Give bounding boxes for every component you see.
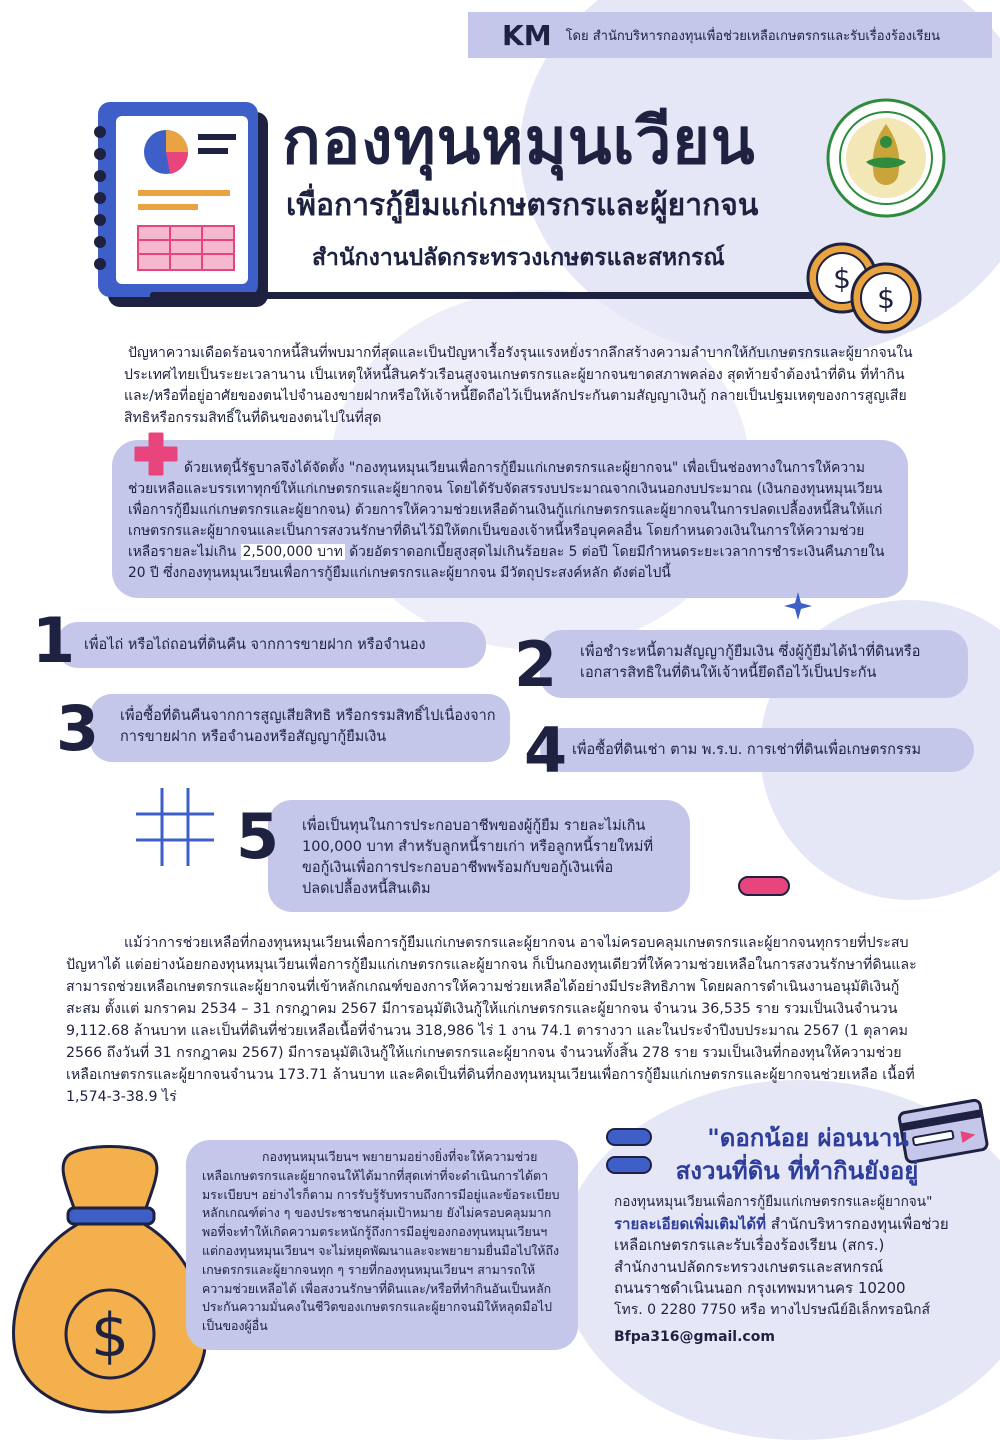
objective-1-box [56,622,486,668]
km-header-bar [468,12,992,58]
objective-3-number: 3 [56,692,100,765]
objective-4-text: เพื่อซื้อที่ดินเช่า ตาม พ.ร.บ. การเช่าที่ดินเพื่อเกษตรกรรม [572,742,922,758]
fund-name-line: กองทุนหมุนเวียนเพื่อการกู้ยืมแก่เกษตรกรและผู้ยากจน" [614,1194,933,1210]
slogan-line-2: สงวนที่ดิน ที่ทำกินยังอยู่ [675,1157,919,1185]
svg-text:$: $ [90,1301,130,1371]
email-link[interactable]: Bfpa316@gmail.com [614,1329,775,1345]
objective-4-number: 4 [524,714,568,787]
svg-text:$: $ [877,282,895,315]
objective-3-text: เพื่อซื้อที่ดินคืนจากการสูญเสียสิทธิ หรือกรรมสิทธิ์ไปเนื่องจากการขายฝาก หรือจำนองหรือสัญญากู้ยืมเงิน [120,708,496,745]
slogan-pill-top [606,1128,652,1146]
objective-1-number: 1 [32,604,76,677]
plus-cross-icon [134,432,178,480]
objective-4-box [540,728,974,772]
svg-text:$: $ [833,262,851,295]
sparkle-icon [784,592,812,624]
money-bag-icon [6,1144,214,1418]
more-info-label: รายละเอียดเพิ่มเติมได้ที่ [614,1214,767,1233]
establishment-box [112,440,908,598]
establishment-text-before: ด้วยเหตุนี้รัฐบาลจึงได้จัดตั้ง "กองทุนหมุนเวียนเพื่อการกู้ยืมแก่เกษตรกรและผู้ยากจน" เพื่อเป็นช่องทางในการให้ความช่วยเหลือและบรรเทาทุกข์ให้แก่เกษตรกรและผู้ยากจน โดยได้รับจัดสรรงบประมาณจากเงินนอกงบประมาณ (เงินกองทุนหมุนเวียนเพื่อการกู้ยืมแก่เกษตรกรและผู้ยากจน) ด้วยการให้ความช่วยเหลือด้านเงินกู้แก่เกษตรกรและผู้ยากจนในการปลดเปลื้องหนี้สินให้แก่เกษตรกรและผู้ยากจนและเป็นการสงวนรักษาที่ดินไว้มิให้ตกเป็นของเจ้าหนี้หรือบุคคลอื่น โดยกำหนดวงเงินในการให้ความช่วยเหลือรายละไม่เกิน [128,460,883,560]
slogan-line-1: "ดอกน้อย ผ่อนนาน [707,1124,909,1152]
effort-box [186,1140,578,1350]
establishment-text-after: ด้วยอัตราดอกเบี้ยสูงสุดไม่เกินร้อยละ 5 ต่อปี โดยมีกำหนดระยะเวลาการชำระเงินคืนภายใน 20 ปี ซึ่งกองทุนหมุนเวียนเพื่อการกู้ยืมแก่เกษตรกรและผู้ยากจน มีวัตถุประสงค์หลัก ดังต่อไปนี้ [128,544,885,581]
page-title: กองทุนหมุนเวียน [282,105,756,179]
objective-2-box [540,630,968,698]
objective-2-number: 2 [514,628,558,701]
objective-5-text: เพื่อเป็นทุนในการประกอบอาชีพของผู้กู้ยืม รายละไม่เกิน 100,000 บาท สำหรับลูกหนี้รายเก่า หรือลูกหนี้รายใหม่ที่ขอกู้เงินเพื่อการประกอบอาชีพพร้อมกับขอกู้เงินเพื่อปลดเปลื้องหนี้สินเดิม [302,818,654,897]
page-subtitle: เพื่อการกู้ยืมแก่เกษตรกรและผู้ยากจน [286,188,759,223]
ministry-seal-icon [826,98,946,222]
contact-block [614,1192,974,1349]
results-paragraph: แม้ว่าการช่วยเหลือที่กองทุนหมุนเวียนเพื่อการกู้ยืมแก่เกษตรกรและผู้ยากจน อาจไม่ครอบคลุมเกษตรกรและผู้ยากจนทุกรายที่ประสบปัญหาได้ แต่อย่างน้อยกองทุนหมุนเวียนเพื่อการกู้ยืมแก่เกษตรกรและผู้ยากจน ก็เป็นกองทุนเดียวที่ให้ความช่วยเหลือในการสงวนรักษาที่ดินและสามารถช่วยเหลือเกษตรกรและผู้ยากจนที่เข้าหลักเกณฑ์ของการให้ความช่วยเหลือได้อย่างมีประสิทธิภาพ โดยผลการดำเนินงานอนุมัติเงินกู้สะสม ตั้งแต่ มกราคม 2534 – 31 กรกฎาคม 2567 มีการอนุมัติเงินกู้ให้แก่เกษตรกรและผู้ยากจน จำนวน 36,535 ราย รวมเป็นเงินจำนวน 9,112.68 ล้านบาท และเป็นที่ดินที่ช่วยเหลือเนื้อที่จำนวน 318,986 ไร่ 1 งาน 74.1 ตารางวา และในประจำปีงบประมาณ 2567 (1 ตุลาคม 2566 ถึงวันที่ 31 กรกฎาคม 2567) มีการอนุมัติเงินกู้ให้แก่เกษตรกรและผู้ยากจน จำนวนทั้งสิ้น 278 ราย รวมเป็นเงินที่กองทุนให้ความช่วยเหลือเกษตรกรและผู้ยากจนจำนวน 173.71 ล้านบาท และคิดเป็นที่ดินที่กองทุนหมุนเวียนเพื่อการกู้ยืมแก่เกษตรกรและผู้ยากจนช่วยเหลือ เนื้อที่ 1,574-3-38.9 ไร่ [66,935,917,1105]
office-name: สำนักบริหารกองทุนเพื่อช่วยเหลือเกษตรกรและรับเรื่องร้องเรียน (สกร.) [614,1214,949,1254]
contact-details [614,1214,974,1257]
slogan [660,1122,956,1188]
effort-text: กองทุนหมุนเวียนฯ พยายามอย่างยิ่งที่จะให้ความช่วยเหลือเกษตรกรและผู้ยากจนให้ได้มากที่สุดเท่าที่จะดำเนินการได้ตามระเบียบฯ อย่างไรก็ตาม การรับรู้รับทราบถึงการมีอยู่และข้อระเบียบหลักเกณฑ์ต่าง ๆ ของประชาชนกลุ่มเป้าหมาย ยังไม่ครอบคลุมมากพอที่จะทำให้เกิดความตระหนักรู้ถึงการมีอยู่ของกองทุนหมุนเวียนฯ แต่กองทุนหมุนเวียนฯ จะไม่หยุดพัฒนาและจะพยายามยื่นมือไปให้ถึงเกษตรกรและผู้ยากจนทุก ๆ รายที่กองทุนหมุนเวียนฯ สามารถให้ความช่วยเหลือได้ เพื่อสงวนรักษาที่ดินและ/หรือที่ทำกินอันเป็นหลักประกันความมั่นคงในชีวิตของเกษตรกรและผู้ยากจนมิให้หลุดมือไปเป็นของผู้อื่น [202,1149,560,1334]
objective-5-number: 5 [236,800,280,873]
phone-line: โทร. 0 2280 7750 หรือ ทางไปรษณีย์อิเล็กทรอนิกส์ [614,1301,931,1318]
clipboard-report-icon [70,92,280,316]
establishment-text [128,458,890,584]
hash-grid-icon [136,788,214,870]
header-by-text: โดย สำนักบริหารกองทุนเพื่อช่วยเหลือเกษตรกรและรับเรื่องร้องเรียน [565,28,941,44]
pink-pill-decoration [738,876,790,896]
objective-2-text: เพื่อชำระหนี้ตามสัญญากู้ยืมเงิน ซึ่งผู้กู้ยืมได้นำที่ดินหรือเอกสารสิทธิในที่ดินให้เจ้าหนี้ยึดถือไว้เป็นประกัน [580,644,921,681]
objective-1-text: เพื่อไถ่ หรือไถ่ถอนที่ดินคืน จากการขายฝาก หรือจำนอง [84,637,426,653]
km-label: KM [502,18,552,52]
address-line: ถนนราชดำเนินนอก กรุงเทพมหานคร 10200 [614,1279,906,1297]
agency-name: สำนักงานปลัดกระทรวงเกษตรและสหกรณ์ [312,245,725,271]
objective-5-box [268,800,690,912]
loan-amount-highlight: 2,500,000 บาท [242,544,343,560]
intro-paragraph: ปัญหาความเดือดร้อนจากหนี้สินที่พบมากที่สุดและเป็นปัญหาเรื้อรังรุนแรงหยั่งรากลึกสร้างความลำบากให้กับเกษตรกรและผู้ยากจนในประเทศไทยเป็นระยะเวลานาน เป็นเหตุให้หนี้สินครัวเรือนสูงจนเกษตรกรและผู้ยากจนขาดสภาพคล่อง สุดท้ายจำต้องนำที่ดิน ที่ทำกินและ/หรือที่อยู่อาศัยของตนไปจำนองขายฝากหรือให้เจ้าหนี้ยึดถือไว้เป็นหลักประกันตามสัญญาเงินกู้ กลายเป็นปฐมเหตุของการสูญเสียสิทธิหรือกรรมสิทธิ์ในที่ดินของตนไปในที่สุด [124,345,913,426]
ministry-name: สำนักงานปลัดกระทรวงเกษตรและสหกรณ์ [614,1257,884,1276]
objective-3-box [90,694,510,762]
coins-icon [802,236,932,340]
title-divider [150,292,868,299]
